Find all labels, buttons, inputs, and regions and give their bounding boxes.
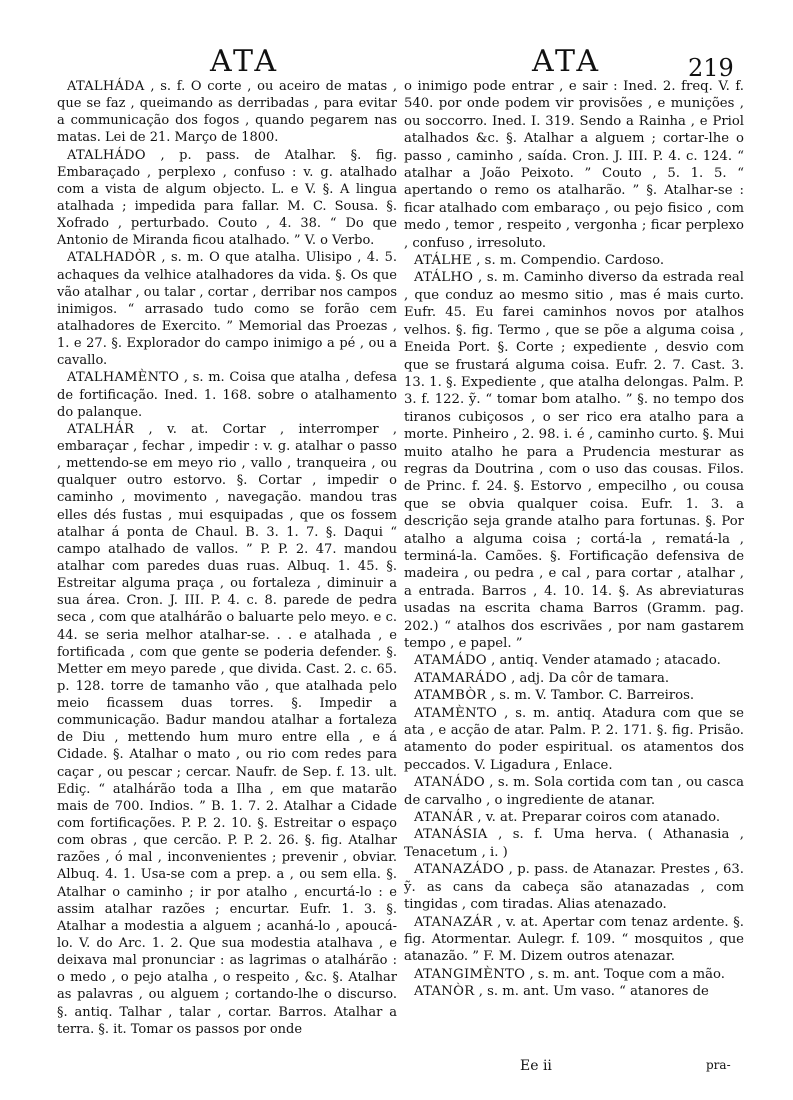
left-column [57,78,397,1038]
entry-text: , antiq. Vender atamado ; atacado. [491,653,721,669]
signature-mark: Ee ii [520,1058,552,1074]
entry-text: , s. m. Coisa que atalha , defesa de fortificação. Ined. 1. 168. sobre o atalhamento do palanque. [57,370,397,420]
entry-headword: ATANÁSIA [414,827,488,843]
entry-headword: ATALHÁDA [67,79,145,94]
entry-text: o inimigo pode entrar , e sair : Ined. 2. freq. V. f. 540. por onde podem vir provisões , e munições , ou soccorro. Ined. I. 319. Sendo a Rainha , e Priol atalhados &c. §. Atalhar a alguem ; cortar-lhe o passo , caminho , saída. Cron. J. III. P. 4. c. 124. “ atalhar a João Peixoto. ” Couto , 5. 1. 5. “ apertando o remo os atalharão. ” §. Atalhar-se : ficar atalhado com embaraço , ou pejo fisico , com medo , temor , respeito , vergonha ; ficar perplexo , confuso , irresoluto. [404,79,744,251]
entry-text: , s. f. Uma herva. ( Athanasia , Tenacetum , i. ) [404,827,745,860]
entry-text: , v. at. Apertar com tenaz ardente. §. fig. Atormentar. Aulegr. f. 109. “ mosquitos , que atanazão. ” F. M. Dizem outros atenazar. [404,914,744,965]
entry-headword: ATÁLHE [414,253,473,269]
entry-headword: ATANAZÁR [414,914,493,930]
entry-text: , s. m. antiq. Atadura com que se ata , e acção de atar. Palm. P. 2. 171. §. fig. Prisão. atamento do poder espiritual. os atamentos dos peccados. V. Ligadura , Enlace. [404,705,744,773]
dictionary-entry [404,670,744,687]
dictionary-entry [57,78,397,147]
dictionary-entry [404,809,744,826]
entry-text: , s. m. ant. Toque com a mão. [529,966,725,982]
entry-headword: ATAMÁDO [414,653,487,669]
entry-headword: ATALHÁDO [67,147,146,163]
entry-headword: ATÁLHO [414,270,474,286]
dictionary-entry [404,983,744,1000]
entry-text: , adj. Da côr de tamara. [511,670,670,686]
entry-headword: ATALHAMÈNTO [67,370,180,386]
entry-headword: ATALHADÒR [67,250,156,266]
left-running-head: ATA [210,44,280,79]
right-column [404,78,744,1001]
catchword: pra- [706,1058,731,1072]
entry-text: , v. at. Cortar , interromper , embaraçar , fechar , impedir : v. g. atalhar o passo , mettendo-se em meyo rio , vallo , tranqueira , ou qualquer outro estorvo. §. Cortar , impedir o caminho , movimento , navegação. mandou tras elles dés fustas , mui esquipadas , que os fossem atalhar á ponta de Chaul. B. 3. 1. 7. §. Daqui “ campo atalhado de vallos. ” P. P. 2. 47. mandou atalhar com paredes duas ruas. Albuq. 1. 45. §. Estreitar alguma praça , ou fortaleza , diminuir a sua área. Cron. J. III. P. 4. c. 8. parede de pedra seca , com que atalhárão o baluarte pelo meyo. e c. 44. se seria melhor atalhar-se. . . e atalhada , e fortificada , com que gente se poderia defender. §. Metter em meyo parede , que divida. Cast. 2. c. 65. p. 128. torre de tamanho vão , que atalhada pelo meio ficassem duas torres. §. Impedir a communicação. Badur mandou atalhar a fortaleza de Diu , mettendo hum muro entre ella , e á Cidade. §. Atalhar o mato , ou rio com redes para caçar , ou pescar ; cercar. Naufr. de Sep. f. 13. ult. Ediç. “ atalhárão toda a Ilha , em que matarão mais de 700. Indios. ” B. 1. 7. 2. Atalhar a Cidade com fortificações. P. P. 2. 10. §. Estreitar o espaço com obras , que cercão. P. P. 2. 26. §. fig. Atalhar razões , ó mal , inconvenientes ; prevenir , obviar. Albuq. 4. 1. Usa-se com a prep. a , ou sem ella. §. Atalhar o caminho ; ir por atalho , encurtá-lo : e assim atalhar razões ; encurtar. Eufr. 1. 3. §. Atalhar a modestia a alguem ; acanhá-lo , apoucá-lo. V. do Arc. 1. 2. Que sua modestia atalhava , e deixava mal pronunciar : as lagrimas o atalhárão : o medo , o pejo atalha , o respeito , &c. §. Atalhar as palavras , ou alguem ; cortando-lhe o discurso. §. antiq. Talhar , talar , cortar. Barros. Atalhar a terra. §. it. Tomar os passos por onde [57,421,397,1037]
dictionary-entry [404,687,744,704]
entry-text: , p. pass. de Atalhar. §. fig. Embaraçado , perplexo , confuso : v. g. atalhado com a vista de algum objecto. L. e V. §. A lingua atalhada ; impedida para fallar. M. C. Sousa. §. Xofrado , perturbado. Couto , 4. 38. “ Do que Antonio de Miranda ficou atalhado. ” V. o Verbo. [57,147,397,249]
entry-text: , s. m. O que atalha. Ulisipo , 4. 5. achaques da velhice atalhadores da vida. §. Os que vão atalhar , ou talar , cortar , derribar nos campos inimigos. “ arrasado tudo como se forão cem atalhadores de Exercito. ” Memorial das Proezas , 1. e 27. §. Explorador do campo inimigo a pé , ou a cavallo. [57,250,397,369]
page-number: 219 [688,54,734,82]
entry-headword: ATANÁDO [414,775,485,791]
dictionary-entry [57,421,397,1038]
dictionary-entry [404,966,744,983]
entry-text: , p. pass. de Atanazar. Prestes , 63. ỹ. as cans da cabeça são atanazadas , com tingidas , com tiradas. Alias atenazado. [404,862,744,913]
dictionary-entry [404,826,744,861]
dictionary-entry [57,249,397,369]
entry-headword: ATANAZÁDO [414,862,505,878]
entry-headword: ATANÁR [414,810,474,826]
entry-headword: ATAMÈNTO [414,705,498,721]
entry-headword: ATAMARÁDO [414,670,507,686]
dictionary-entry [404,774,744,809]
entry-text: , v. at. Preparar coiros com atanado. [477,810,721,826]
entry-text: , s. m. V. Tambor. C. Barreiros. [490,688,695,704]
entry-text: , s. m. Compendio. Cardoso. [476,253,665,269]
entry-headword: ATAMBÒR [414,688,487,704]
entry-headword: ATANÒR [414,984,475,1000]
dictionary-entry [57,147,397,250]
dictionary-entry [404,914,744,966]
entry-text: , s. m. Caminho diverso da estrada real , que conduz ao mesmo sitio , mas é mais curto. Eufr. 45. Eu farei caminhos novos por atalhos velhos. §. fig. Termo , que se põe a alguma coisa , Eneida Port. §. Corte ; expediente , desvio com que se frustará alguma coisa. Eufr. 2. 7. Cast. 3. 13. 1. §. Expediente , que atalha delongas. Palm. P. 3. f. 122. ỹ. “ tomar bom atalho. ” §. no tempo dos tiranos cubiçosos , o ser rico era atalho para a morte. Pinheiro , 2. 98. i. é , caminho curto. §. Mui muito atalho he para a Prudencia mesturar as regras da Doutrina , com o uso das cousas. Filos. de Princ. f. 24. §. Estorvo , empecilho , ou cousa que se obvia qualquer coisa. Eufr. 1. 3. a descrição seja grande atalho para fortunas. §. Por atalho a alguma coisa ; cortá-la , rematá-la , terminá-la. Camões. §. Fortificação defensiva de madeira , ou pedra , e cal , para cortar , atalhar , a entrada. Barros , 4. 10. 14. §. As abreviaturas usadas na escrita chama Barros (Gramm. pag. 202.) “ atalhos dos escrivães , por nam gastarem tempo , e papel. ” [404,270,744,651]
entry-headword: ATALHÁR [67,421,135,437]
dictionary-entry [404,252,744,269]
entry-text: , s. m. ant. Um vaso. “ atanores de [478,984,709,1000]
entry-headword: ATANGIMÈNTO [414,966,526,982]
dictionary-entry [404,78,744,252]
dictionary-entry [404,705,744,775]
dictionary-entry [404,269,744,652]
dictionary-entry [404,861,744,913]
dictionary-entry [57,369,397,420]
right-running-head: ATA [532,44,602,79]
entry-text: , s. m. Sola cortida com tan , ou casca de carvalho , o ingrediente de atanar. [404,775,744,808]
entry-text: , s. f. O corte , ou aceiro de matas , que se faz , queimando as derribadas , para evitar a communicação dos fogos , quando pegarem nas matas. Lei de 21. Março de 1800. [57,79,398,146]
dictionary-entry [404,652,744,669]
